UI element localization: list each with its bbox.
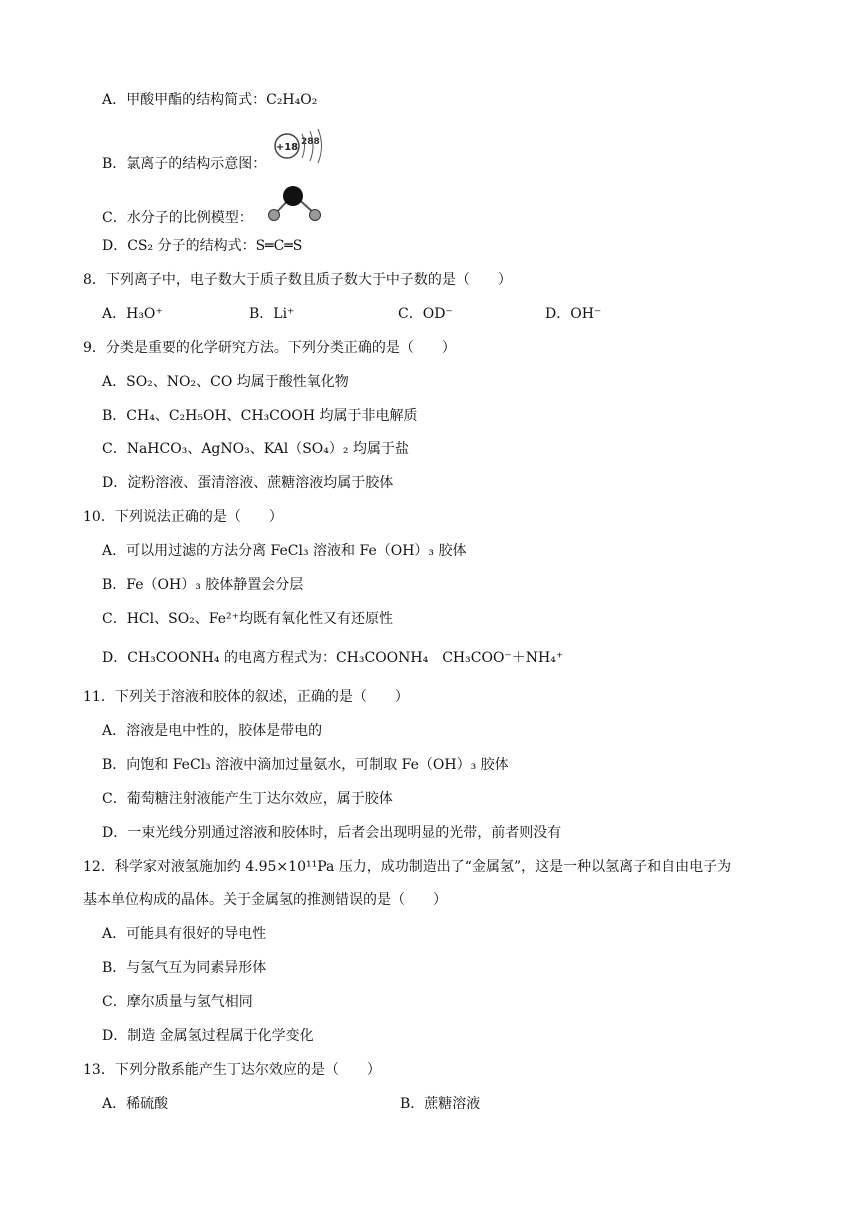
water-molecule-model-icon [264, 184, 326, 224]
chloride-ion-diagram-icon [272, 126, 334, 166]
q9-option-a: A．SO₂、NO₂、CO 均属于酸性氧化物 [102, 374, 349, 390]
q10-stem: 10．下列说法正确的是（ ） [83, 509, 283, 525]
q10-option-c: C．HCl、SO₂、Fe²⁺均既有氧化性又有还原性 [102, 611, 394, 627]
chloride-shell-electrons: 288 [301, 137, 320, 147]
q9-option-b: B．CH₄、C₂H₅OH、CH₃COOH 均属于非电解质 [102, 408, 418, 424]
q11-option-c: C．葡萄糖注射液能产生丁达尔效应，属于胶体 [102, 791, 393, 807]
q12-stem-line-2: 基本单位构成的晶体。关于金属氢的推测错误的是（ ） [83, 892, 447, 908]
q7-option-d: D．CS₂ 分子的结构式：S═C═S [102, 238, 303, 254]
q13-option-a: A．稀硫酸 [102, 1096, 169, 1112]
q8-option-a: A．H₃O⁺ [102, 306, 163, 322]
q12-option-b: B．与氢气互为同素异形体 [102, 960, 267, 976]
q8-stem: 8．下列离子中，电子数大于质子数且质子数大于中子数的是（ ） [83, 272, 512, 288]
q9-option-d: D．淀粉溶液、蛋清溶液、蔗糖溶液均属于胶体 [102, 475, 394, 491]
q11-stem: 11．下列关于溶液和胶体的叙述，正确的是（ ） [83, 689, 409, 705]
chloride-nucleus-label: +18 [275, 142, 299, 153]
q10-option-d: D．CH₃COONH₄ 的电离方程式为：CH₃COONH₄ CH₃COO⁻＋NH₄⁺ [102, 650, 564, 666]
q11-option-b: B．向饱和 FeCl₃ 溶液中滴加过量氨水，可制取 Fe（OH）₃ 胶体 [102, 757, 509, 773]
q11-option-a: A．溶液是电中性的，胶体是带电的 [102, 723, 323, 739]
q10-option-a: A．可以用过滤的方法分离 FeCl₃ 溶液和 Fe（OH）₃ 胶体 [102, 543, 467, 559]
q7-option-a: A．甲酸甲酯的结构简式：C₂H₄O₂ [102, 92, 318, 108]
q13-option-b: B．蔗糖溶液 [400, 1096, 481, 1112]
q7-option-c: C．水分子的比例模型： [102, 210, 253, 226]
q12-option-a: A．可能具有很好的导电性 [102, 926, 267, 942]
q8-option-b: B．Li⁺ [249, 306, 295, 322]
q10-option-b: B．Fe（OH）₃ 胶体静置会分层 [102, 577, 304, 593]
q9-stem: 9．分类是重要的化学研究方法。下列分类正确的是（ ） [83, 340, 456, 356]
q12-option-d: D．制造 金属氢过程属于化学变化 [102, 1028, 314, 1044]
q8-option-c: C．OD⁻ [398, 306, 453, 322]
q13-stem: 13．下列分散系能产生丁达尔效应的是（ ） [83, 1062, 381, 1078]
q8-option-d: D．OH⁻ [545, 306, 602, 322]
q12-stem-line-1: 12．科学家对液氢施加约 4.95×10¹¹Pa 压力，成功制造出了“金属氢”，这是一种以氢离子和自由电子为 [83, 859, 732, 875]
q7-option-b: B．氯离子的结构示意图： [102, 156, 267, 172]
q11-option-d: D．一束光线分别通过溶液和胶体时，后者会出现明显的光带，前者则没有 [102, 825, 562, 841]
q12-option-c: C．摩尔质量与氢气相同 [102, 994, 253, 1010]
q9-option-c: C．NaHCO₃、AgNO₃、KAl（SO₄）₂ 均属于盐 [102, 441, 409, 457]
